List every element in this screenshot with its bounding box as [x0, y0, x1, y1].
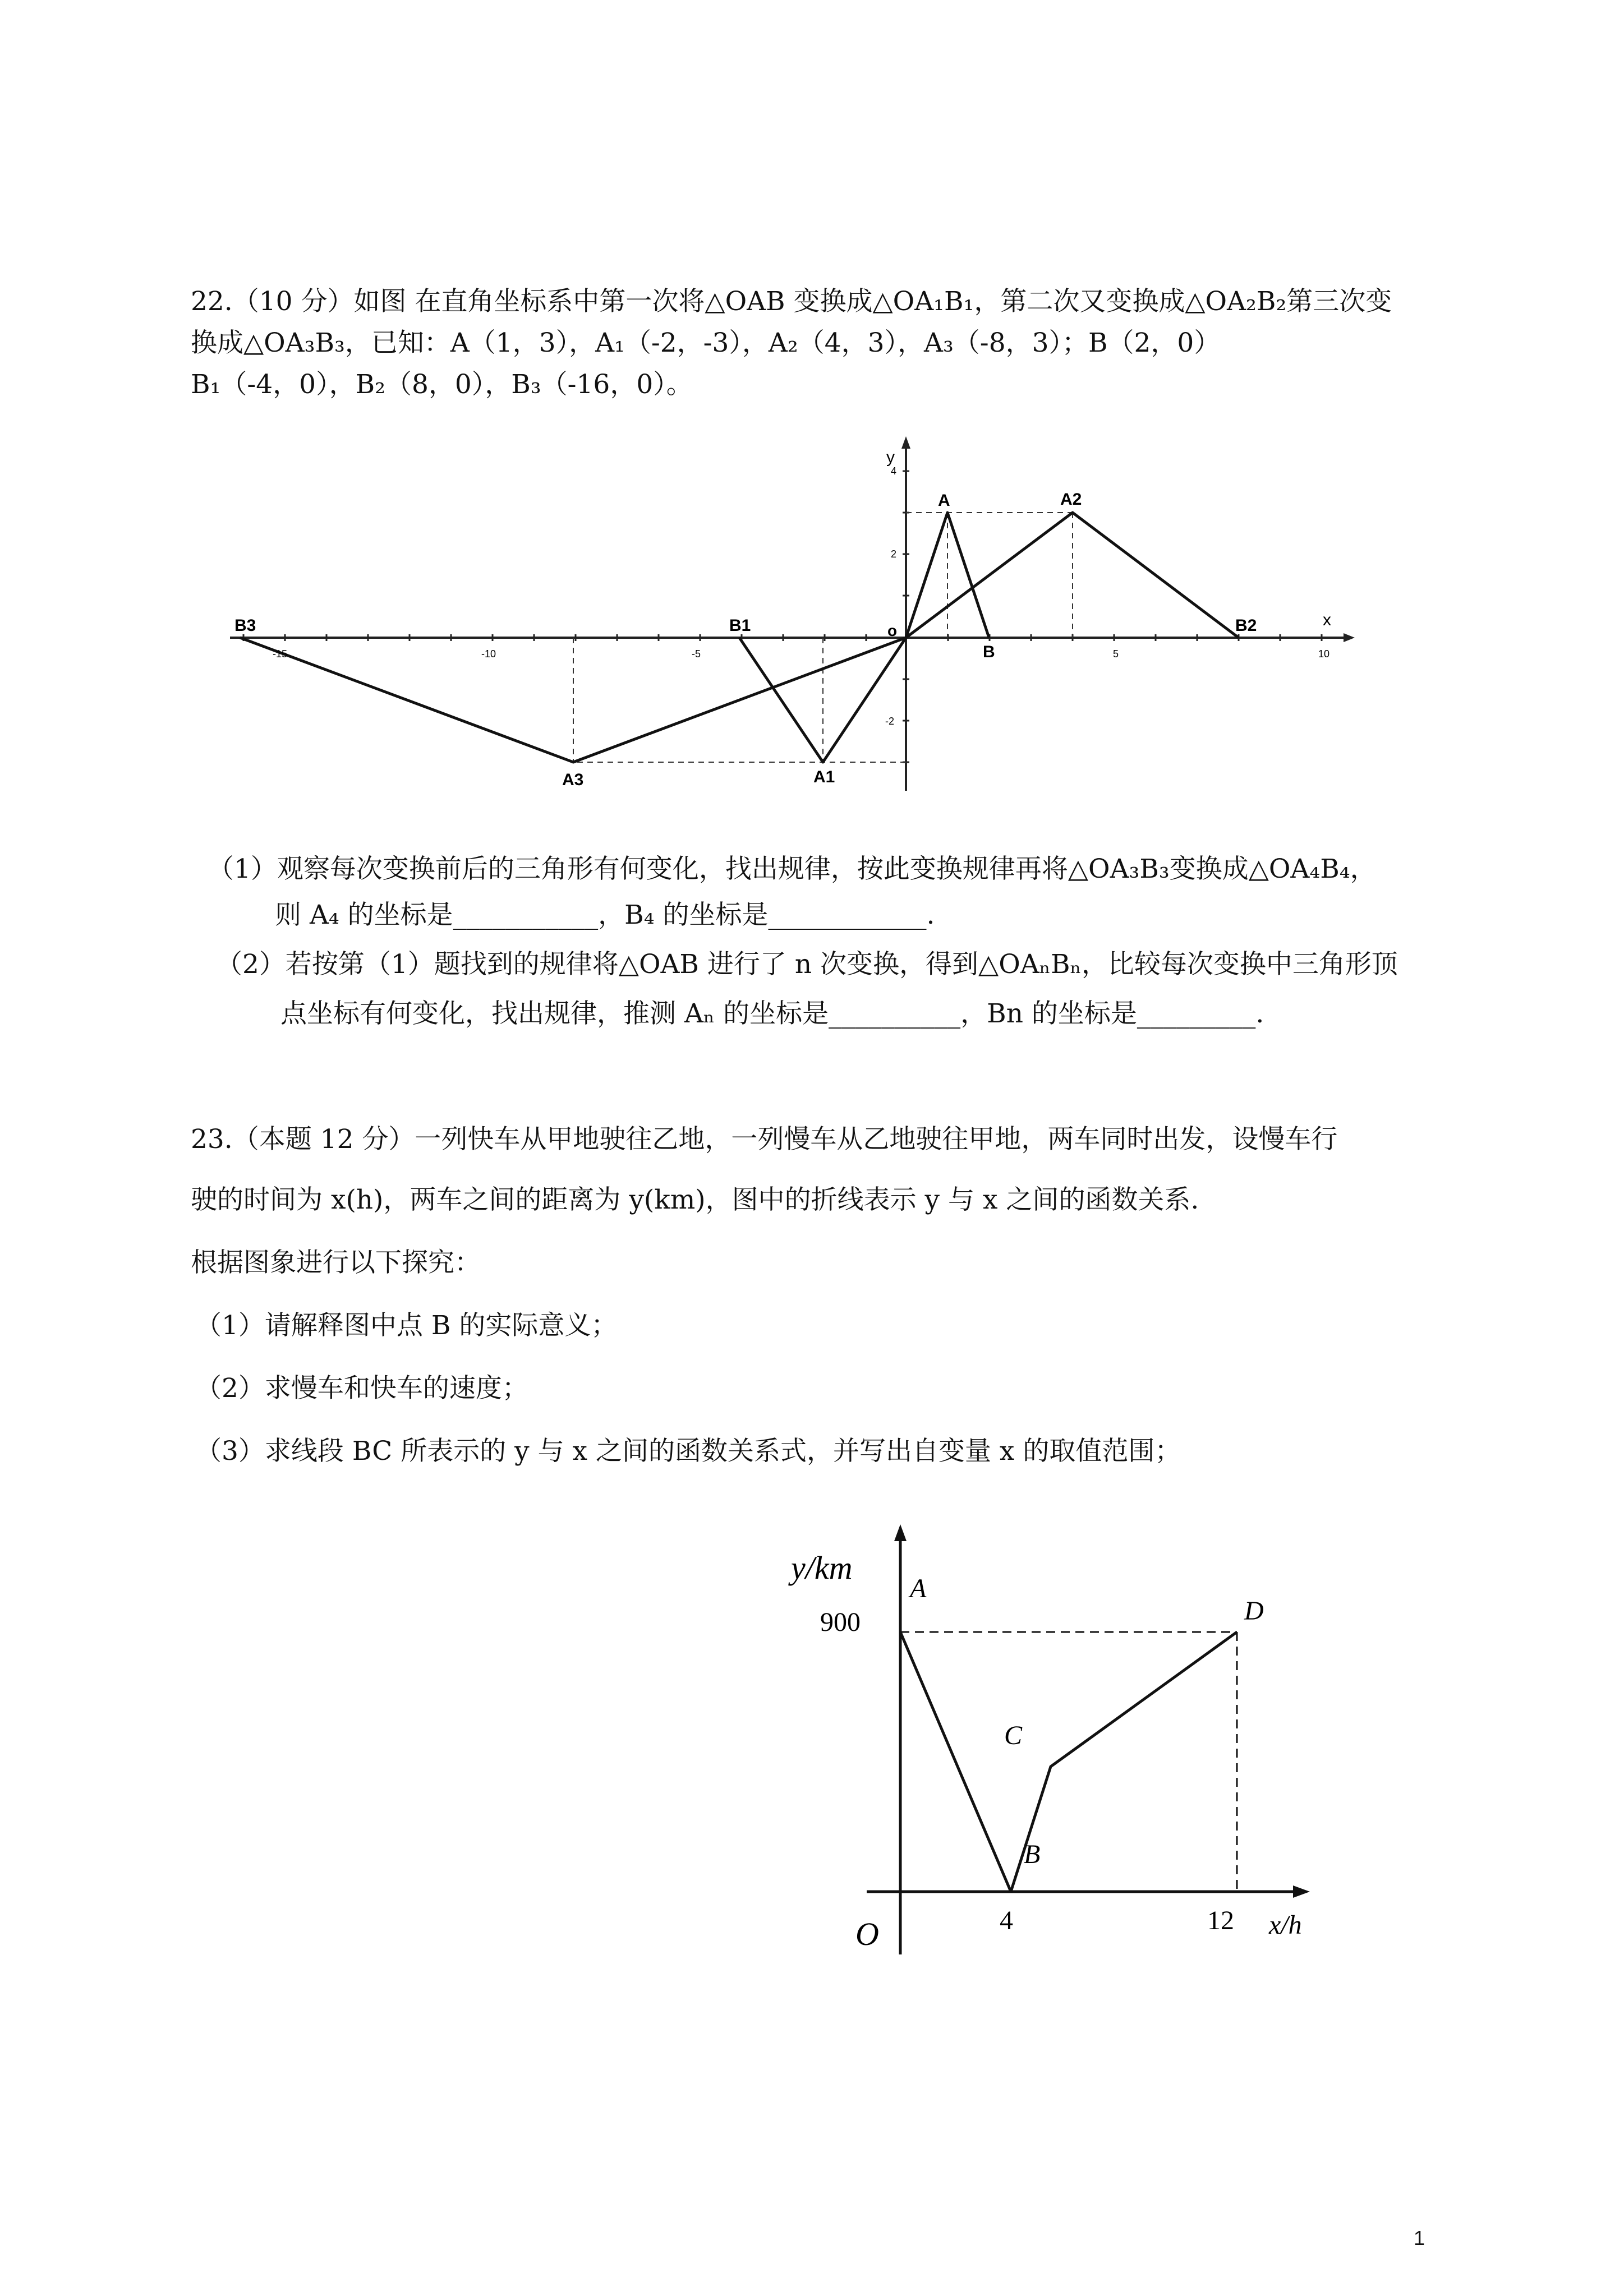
- fig1-y-axis-label: y: [886, 448, 895, 467]
- fig1-x-axis-label: x: [1323, 611, 1331, 629]
- q22-part1-line-2: 则 A₄ 的坐标是___________，B₄ 的坐标是____________.: [275, 900, 935, 930]
- q23-part2: （2）求慢车和快车的速度；: [195, 1373, 528, 1404]
- fig2-point-C: C: [1004, 1721, 1023, 1750]
- q22-line-2: 换成△OA₃B₃，已知：A（1，3），A₁（-2，-3），A₂（4，3），A₃（-8，3）；B（2，0）: [191, 328, 1221, 358]
- q22-part2-line-1: （2）若按第（1）题找到的规律将△OAB 进行了 n 次变换，得到△OAₙBₙ，比较每次变换中三角形顶: [216, 949, 1398, 980]
- fig1-x-tick-label: -15: [273, 648, 288, 660]
- fig2-polyline-ABCD: [900, 1632, 1237, 1892]
- point-label-B1: B1: [729, 616, 751, 635]
- fig2-x-tick-4: 4: [1000, 1906, 1013, 1935]
- point-label-B: B: [983, 643, 995, 661]
- q23-part1: （1）请解释图中点 B 的实际意义；: [195, 1310, 618, 1341]
- fig1-x-tick-label: 10: [1318, 648, 1330, 660]
- fig1-y-tick-label: 4: [891, 465, 897, 477]
- q22-part1-line-1: （1）观察每次变换前后的三角形有何变化，找出规律，按此变换规律再将△OA₃B₃变换成△OA₄B₄，: [208, 854, 1377, 884]
- fig1-x-tick-label: 5: [1113, 648, 1119, 660]
- fig2-y-tick-900: 900: [820, 1607, 861, 1637]
- point-label-A2: A2: [1060, 490, 1082, 509]
- fig2-x-label: x/h: [1269, 1910, 1302, 1940]
- fig2-point-D: D: [1244, 1596, 1264, 1626]
- q22-part2-line-2: 点坐标有何变化，找出规律，推测 Aₙ 的坐标是__________，Bn 的坐标是_________.: [280, 998, 1264, 1029]
- q22-line-3: B₁（-4，0），B₂（8，0），B₃（-16，0）。: [191, 369, 693, 400]
- q23-line-2: 驶的时间为 x(h)，两车之间的距离为 y(km)，图中的折线表示 y 与 x 之间的函数关系.: [191, 1184, 1199, 1215]
- fig1-origin-label: o: [887, 622, 898, 639]
- fig2-origin-label: O: [855, 1916, 879, 1952]
- point-label-A1: A1: [813, 768, 835, 786]
- fig1-y-tick-label: 2: [891, 548, 897, 560]
- fig2-point-A: A: [910, 1574, 927, 1603]
- fig1-x-tick-label: -5: [692, 648, 701, 660]
- point-label-A3: A3: [562, 771, 584, 789]
- fig1-x-tick-label: -10: [481, 648, 496, 660]
- fig2-point-B: B: [1024, 1839, 1041, 1869]
- fig2-dashed-guides: [900, 1632, 1237, 1892]
- q23-line-3: 根据图象进行以下探究：: [191, 1247, 481, 1278]
- fig2-x-tick-12: 12: [1207, 1906, 1234, 1935]
- q23-part3: （3）求线段 BC 所表示的 y 与 x 之间的函数关系式，并写出自变量 x 的取值范围；: [195, 1436, 1181, 1467]
- q22-line-1: 22.（10 分）如图 在直角坐标系中第一次将△OAB 变换成△OA₁B₁，第二次又变换成△OA₂B₂第三次变: [191, 286, 1392, 317]
- point-label-B2: B2: [1235, 616, 1257, 635]
- point-label-B3: B3: [234, 616, 256, 635]
- page-number: 1: [1414, 2226, 1425, 2249]
- q23-line-1: 23.（本题 12 分）一列快车从甲地驶往乙地，一列慢车从乙地驶往甲地，两车同时出发，设慢车行: [191, 1124, 1338, 1155]
- fig1-y-tick-label: -2: [885, 716, 895, 727]
- point-label-A: A: [938, 491, 950, 510]
- fig2-y-label: y/km: [791, 1550, 853, 1586]
